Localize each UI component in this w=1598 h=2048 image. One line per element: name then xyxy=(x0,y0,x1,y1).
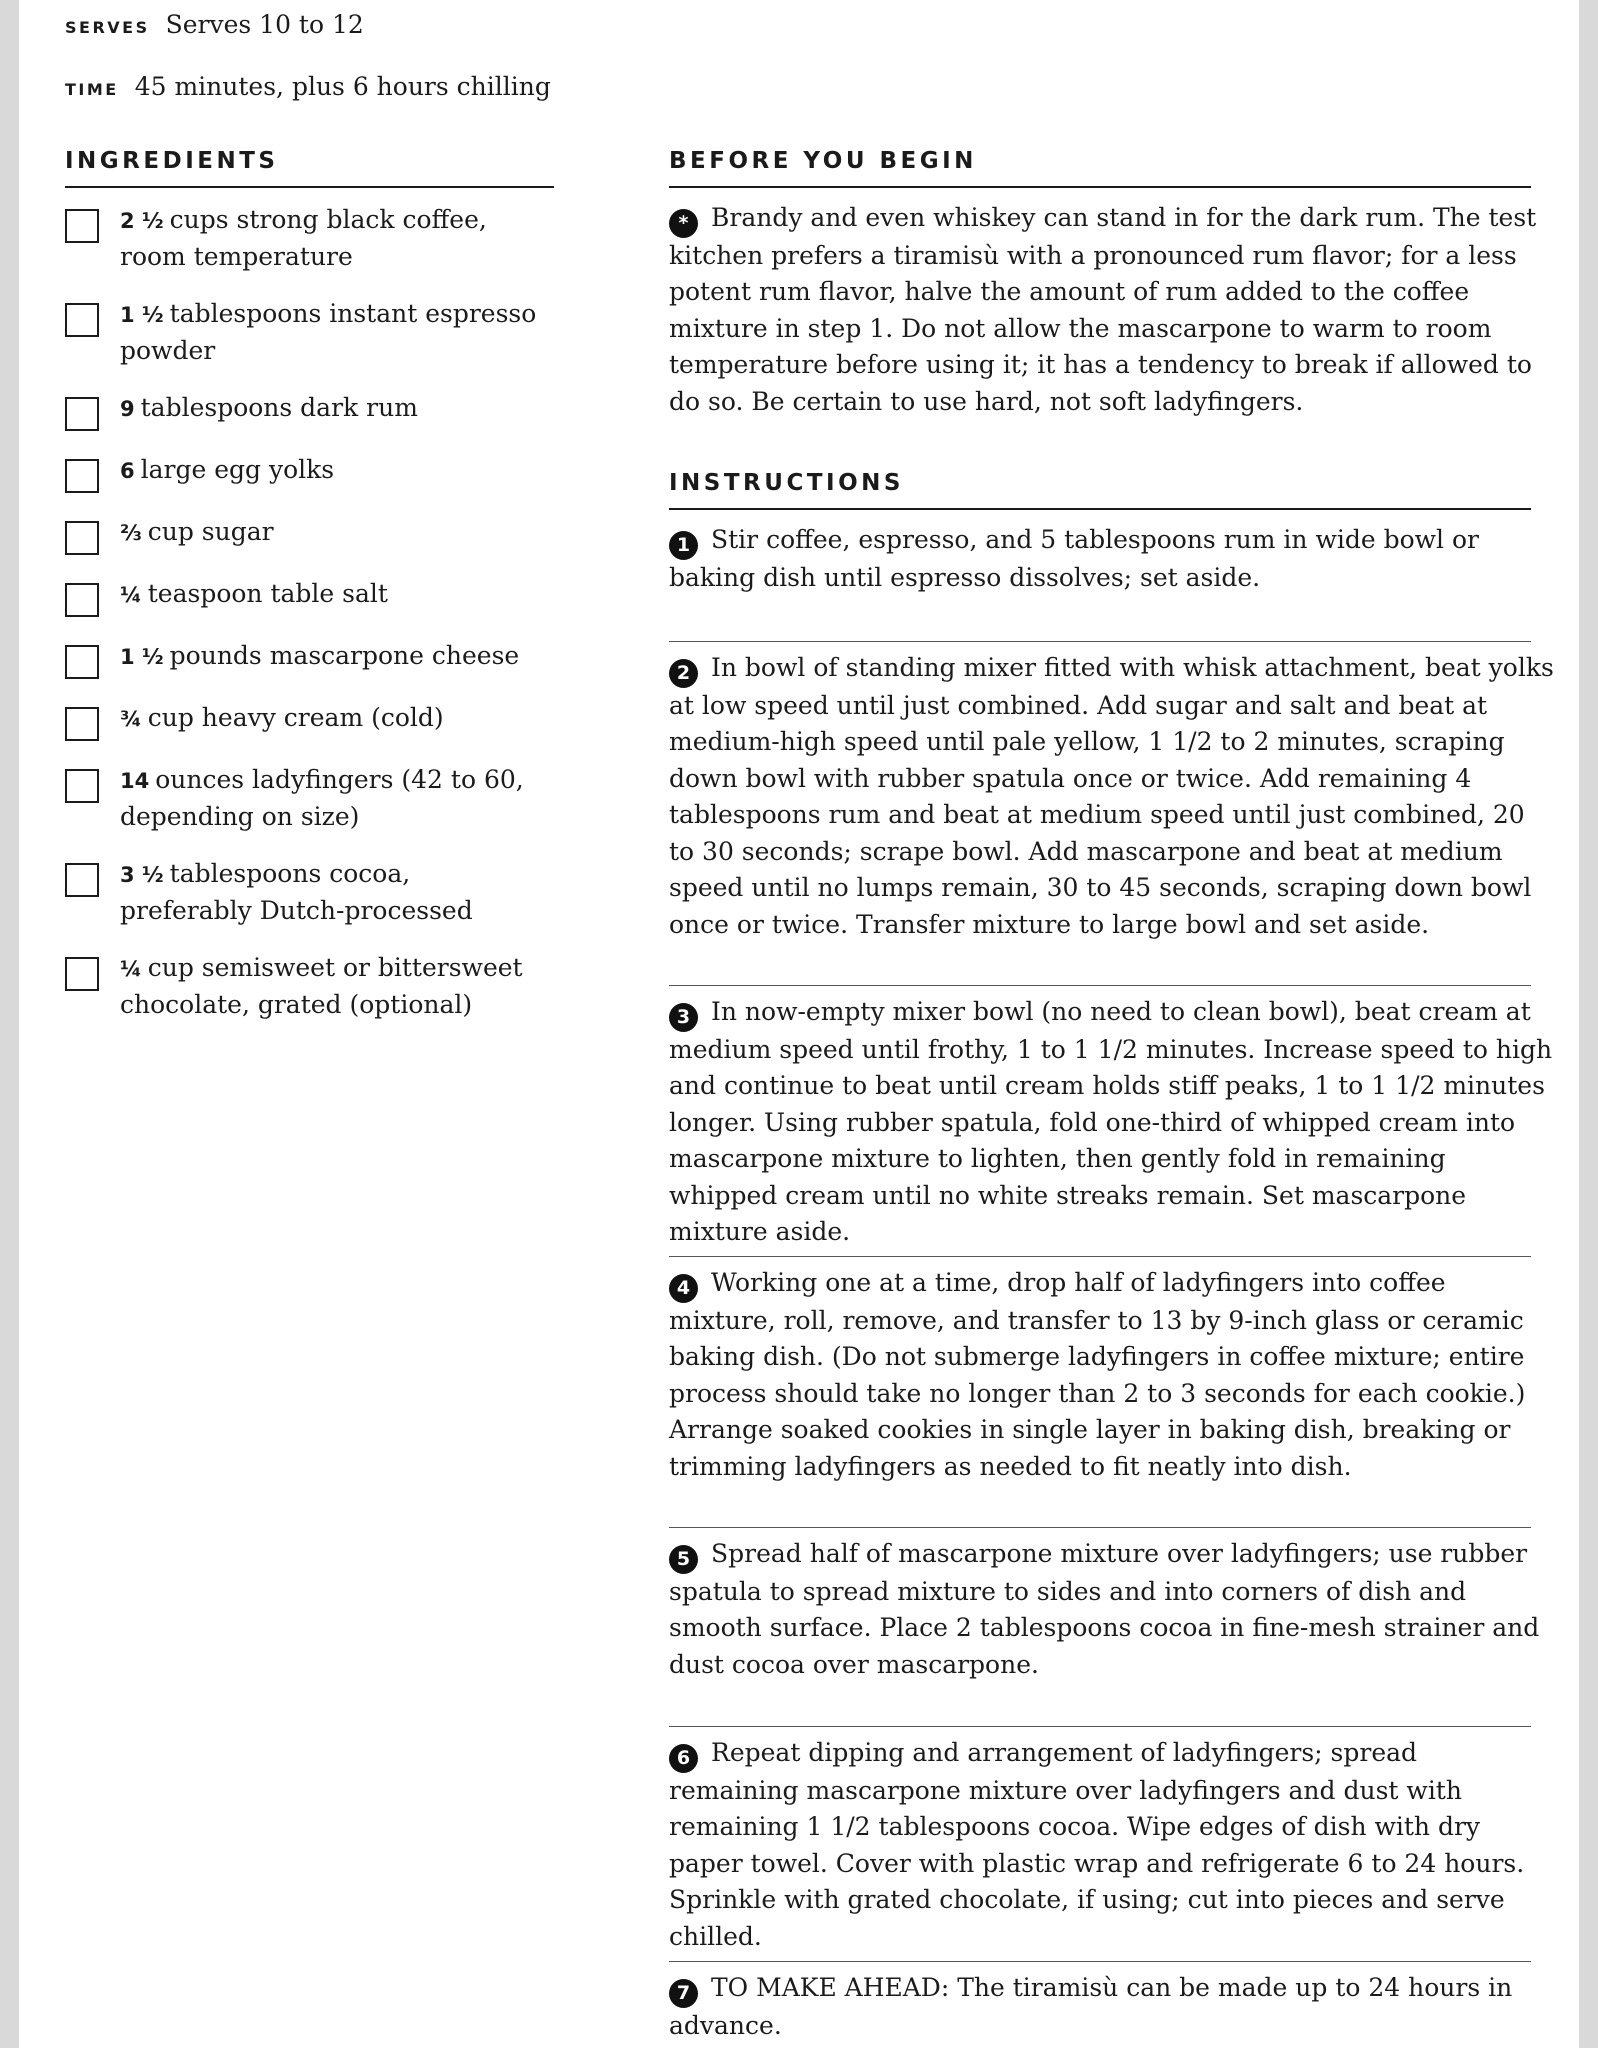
ingredient-text xyxy=(120,514,540,551)
ingredient-desc: cup heavy cream (cold) xyxy=(147,703,444,732)
ingredient-text xyxy=(120,296,540,369)
ingredient-checkbox[interactable] xyxy=(65,707,99,741)
ingredient-qty: ⅔ xyxy=(120,521,142,545)
ingredient-item xyxy=(65,390,565,431)
step-number-badge: 3 xyxy=(669,1003,698,1032)
ingredient-checkbox[interactable] xyxy=(65,863,99,897)
step-text: Repeat dipping and arrangement of ladyfingers; spread remaining mascarpone mixture over ladyfingers and dust with remaining 1 1/2 tablespoons cocoa. Wipe edges of dish with dry paper towel. Cover with plastic wrap and refrigerate 6 to 24 hours. Sprinkle with grated chocolate, if using; cut into pieces and serve chilled. xyxy=(669,1738,1525,1951)
step-text: TO MAKE AHEAD: The tiramisù can be made up to 24 hours in advance. xyxy=(669,1973,1513,2040)
ingredient-checkbox[interactable] xyxy=(65,303,99,337)
time-label: TIME xyxy=(65,80,119,99)
ingredient-item xyxy=(65,856,565,929)
ingredient-checkbox[interactable] xyxy=(65,583,99,617)
instruction-step xyxy=(669,994,1554,1251)
before-you-begin-text xyxy=(669,200,1554,420)
ingredient-item xyxy=(65,296,565,369)
ingredient-checkbox[interactable] xyxy=(65,957,99,991)
ingredient-item xyxy=(65,762,565,835)
instruction-step xyxy=(669,1735,1554,1955)
step-text: In now-empty mixer bowl (no need to clean bowl), beat cream at medium speed until frothy, 1 to 1 1/2 minutes. Increase speed to high and continue to beat until cream holds stiff peaks, 1 to 1 1/2 minutes longer. Using rubber spatula, fold one-third of whipped cream into mascarpone mixture to lighten, then gently fold in remaining whipped cream until no white streaks remain. Set mascarpone mixture aside. xyxy=(669,997,1553,1247)
ingredient-qty: 1 ½ xyxy=(120,303,164,327)
serves-label: SERVES xyxy=(65,18,150,37)
ingredient-qty: 2 ½ xyxy=(120,209,164,233)
serves-row xyxy=(65,10,364,39)
ingredient-checkbox[interactable] xyxy=(65,521,99,555)
ingredient-item xyxy=(65,638,565,679)
ingredient-qty: 3 ½ xyxy=(120,863,164,887)
ingredient-checkbox[interactable] xyxy=(65,459,99,493)
instruction-step xyxy=(669,1970,1554,2044)
ingredient-item xyxy=(65,576,565,617)
ingredient-qty: ¾ xyxy=(120,707,142,731)
instruction-step xyxy=(669,1536,1554,1683)
instructions-heading: INSTRUCTIONS xyxy=(669,470,1531,510)
step-divider xyxy=(669,985,1531,986)
step-text: In bowl of standing mixer fitted with whisk attachment, beat yolks at low speed until just combined. Add sugar and salt and beat at medium-high speed until pale yellow, 1 1/2 to 2 minutes, scraping down bowl with rubber spatula once or twice. Add remaining 4 tablespoons rum and beat at medium speed until just combined, 20 to 30 seconds; scrape bowl. Add mascarpone and beat at medium speed until no lumps remain, 30 to 45 seconds, scraping down bowl once or twice. Transfer mixture to large bowl and set aside. xyxy=(669,653,1554,939)
step-divider xyxy=(669,1527,1531,1528)
ingredient-text xyxy=(120,576,540,613)
ingredient-text xyxy=(120,638,540,675)
time-row xyxy=(65,72,551,101)
ingredients-list xyxy=(65,202,565,1044)
step-text: Spread half of mascarpone mixture over ladyfingers; use rubber spatula to spread mixture to sides and into corners of dish and smooth surface. Place 2 tablespoons cocoa in fine-mesh strainer and dust cocoa over mascarpone. xyxy=(669,1539,1540,1679)
ingredient-qty: ¼ xyxy=(120,583,142,607)
step-number-badge: 7 xyxy=(669,1979,698,2008)
step-divider xyxy=(669,1726,1531,1727)
step-number-badge: 4 xyxy=(669,1274,698,1303)
recipe-page xyxy=(19,0,1579,2048)
ingredient-text xyxy=(120,202,540,275)
ingredient-text xyxy=(120,390,540,427)
instruction-step xyxy=(669,1265,1554,1485)
ingredient-desc: tablespoons cocoa, preferably Dutch-processed xyxy=(120,859,473,925)
ingredient-desc: cups strong black coffee, room temperature xyxy=(120,205,487,271)
ingredients-heading: INGREDIENTS xyxy=(65,148,554,188)
step-divider xyxy=(669,1961,1531,1962)
ingredient-checkbox[interactable] xyxy=(65,209,99,243)
ingredient-item xyxy=(65,950,565,1023)
ingredient-item xyxy=(65,452,565,493)
step-number-badge: 2 xyxy=(669,659,698,688)
ingredient-desc: large egg yolks xyxy=(140,455,335,484)
ingredient-text xyxy=(120,700,540,737)
ingredient-qty: 14 xyxy=(120,769,150,793)
ingredient-desc: pounds mascarpone cheese xyxy=(169,641,520,670)
ingredient-item xyxy=(65,514,565,555)
step-text: Stir coffee, espresso, and 5 tablespoons rum in wide bowl or baking dish until espresso dissolves; set aside. xyxy=(669,525,1479,592)
ingredient-item xyxy=(65,202,565,275)
step-number-badge: 6 xyxy=(669,1744,698,1773)
before-you-begin-body: Brandy and even whiskey can stand in for the dark rum. The test kitchen prefers a tiramisù with a pronounced rum flavor; for a less potent rum flavor, halve the amount of rum added to the coffee mixture in step 1. Do not allow the mascarpone to warm to room temperature before using it; it has a tendency to break if allowed to do so. Be certain to use hard, not soft ladyfingers. xyxy=(669,203,1537,416)
ingredient-text xyxy=(120,950,540,1023)
ingredient-desc: cup semisweet or bittersweet chocolate, grated (optional) xyxy=(120,953,523,1019)
instruction-step xyxy=(669,522,1554,596)
ingredient-qty: 9 xyxy=(120,397,135,421)
ingredient-checkbox[interactable] xyxy=(65,397,99,431)
ingredient-qty: 6 xyxy=(120,459,135,483)
ingredient-checkbox[interactable] xyxy=(65,645,99,679)
step-divider xyxy=(669,641,1531,642)
before-you-begin-heading: BEFORE YOU BEGIN xyxy=(669,148,1531,188)
ingredient-qty: ¼ xyxy=(120,957,142,981)
ingredient-desc: ounces ladyfingers (42 to 60, depending on size) xyxy=(120,765,524,831)
step-number-badge: 1 xyxy=(669,531,698,560)
step-text: Working one at a time, drop half of ladyfingers into coffee mixture, roll, remove, and transfer to 13 by 9-inch glass or ceramic baking dish. (Do not submerge ladyfingers in coffee mixture; entire process should take no longer than 2 to 3 seconds for each cookie.) Arrange soaked cookies in single layer in baking dish, breaking or trimming ladyfingers as needed to fit neatly into dish. xyxy=(669,1268,1526,1481)
ingredient-desc: teaspoon table salt xyxy=(147,579,388,608)
ingredient-text xyxy=(120,762,540,835)
instruction-step xyxy=(669,650,1554,943)
time-value: 45 minutes, plus 6 hours chilling xyxy=(134,72,551,101)
ingredient-text xyxy=(120,452,540,489)
asterisk-badge: * xyxy=(669,209,698,238)
ingredient-item xyxy=(65,700,565,741)
serves-value: Serves 10 to 12 xyxy=(165,10,364,39)
step-divider xyxy=(669,1256,1531,1257)
ingredient-desc: tablespoons instant espresso powder xyxy=(120,299,537,365)
ingredient-desc: cup sugar xyxy=(147,517,274,546)
ingredient-qty: 1 ½ xyxy=(120,645,164,669)
ingredient-text xyxy=(120,856,540,929)
ingredient-checkbox[interactable] xyxy=(65,769,99,803)
step-number-badge: 5 xyxy=(669,1545,698,1574)
ingredient-desc: tablespoons dark rum xyxy=(140,393,418,422)
